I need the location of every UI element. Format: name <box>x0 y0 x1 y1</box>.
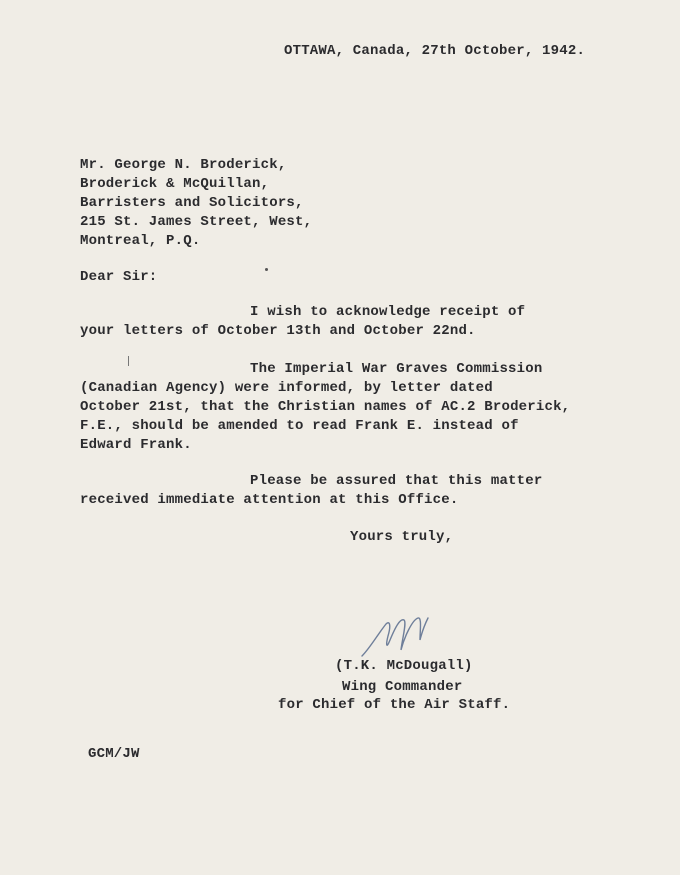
paragraph-line: (Canadian Agency) were informed, by letter dated <box>80 380 493 396</box>
address-line: 215 St. James Street, West, <box>80 214 313 230</box>
address-line: Montreal, P.Q. <box>80 233 201 249</box>
paper-mark <box>128 356 129 366</box>
handwritten-signature <box>360 610 440 662</box>
paragraph-line: The Imperial War Graves Commission <box>250 361 543 377</box>
signer-on-behalf: for Chief of the Air Staff. <box>278 697 511 713</box>
paragraph-line: October 21st, that the Christian names of AC.2 Broderick, <box>80 399 571 415</box>
date-line: OTTAWA, Canada, 27th October, 1942. <box>284 43 586 59</box>
paragraph-line: Edward Frank. <box>80 437 192 453</box>
paragraph-line: your letters of October 13th and October 22nd. <box>80 323 476 339</box>
salutation: Dear Sir: <box>80 269 158 285</box>
paragraph-line: I wish to acknowledge receipt of <box>250 304 526 320</box>
reference-initials: GCM/JW <box>88 746 140 762</box>
paragraph-line: received immediate attention at this Office. <box>80 492 459 508</box>
address-line: Mr. George N. Broderick, <box>80 157 287 173</box>
closing: Yours truly, <box>350 529 454 545</box>
address-line: Broderick & McQuillan, <box>80 176 270 192</box>
address-line: Barristers and Solicitors, <box>80 195 304 211</box>
paragraph-line: F.E., should be amended to read Frank E. instead of <box>80 418 519 434</box>
paper-speck <box>265 268 268 271</box>
paragraph-line: Please be assured that this matter <box>250 473 543 489</box>
signer-name: (T.K. McDougall) <box>335 658 473 674</box>
signer-rank: Wing Commander <box>342 679 463 695</box>
